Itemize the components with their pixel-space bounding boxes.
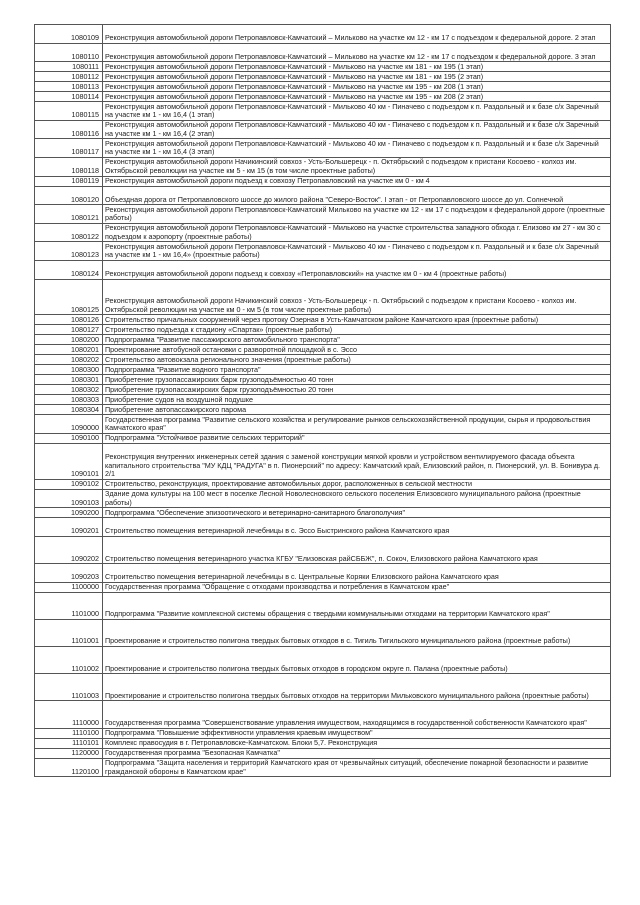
budget-code-sheet bbox=[34, 24, 611, 777]
row-description: Подпрограмма "Развитие пассажирского автомобильного транспорта" bbox=[103, 335, 611, 345]
row-code: 1080117 bbox=[35, 139, 103, 158]
row-description: Реконструкция автомобильной дороги Петропавловск-Камчатский – Мильково на участке км 12 - км 17 с подъездом к федеральной дороге. 3 этап bbox=[103, 43, 611, 62]
row-code: 1080111 bbox=[35, 62, 103, 72]
table-row bbox=[35, 385, 611, 395]
row-code: 1080126 bbox=[35, 315, 103, 325]
row-description: Подпрограмма "Повышение эффективности управления краевым имуществом" bbox=[103, 728, 611, 738]
row-description: Проектирование и строительство полигона твердых бытовых отходов в городском округе п. Палана (проектные работы) bbox=[103, 647, 611, 674]
row-code: 1110000 bbox=[35, 701, 103, 728]
row-code: 1101001 bbox=[35, 619, 103, 646]
table-row bbox=[35, 335, 611, 345]
table-row bbox=[35, 433, 611, 443]
row-code: 1080123 bbox=[35, 242, 103, 261]
row-description: Комплекс правосудия в г. Петропавловске-Камчатском. Блоки 5,7. Реконструкция bbox=[103, 738, 611, 748]
row-code: 1090201 bbox=[35, 518, 103, 537]
table-row bbox=[35, 701, 611, 728]
table-row bbox=[35, 92, 611, 102]
row-code: 1090103 bbox=[35, 489, 103, 508]
table-row bbox=[35, 619, 611, 646]
row-code: 1080121 bbox=[35, 205, 103, 224]
table-row bbox=[35, 82, 611, 92]
row-description: Реконструкция автомобильной дороги Петропавловск-Камчатский - Мильково на участке км 195 - км 208 (1 этап) bbox=[103, 82, 611, 92]
row-code: 1080114 bbox=[35, 92, 103, 102]
table-row bbox=[35, 176, 611, 186]
row-description: Строительство помещения ветеринарной лечебницы в с. Эссо Быстринского района Камчатского края bbox=[103, 518, 611, 537]
row-code: 1110101 bbox=[35, 738, 103, 748]
table-row bbox=[35, 315, 611, 325]
row-description: Реконструкция автомобильной дороги Петропавловск-Камчатский - Мильково 40 км - Пиначево с подъездом к п. Раздольный и к базе с/х Заречный на участке км 1 - км 16,4 (2 этап) bbox=[103, 120, 611, 139]
row-code: 1110100 bbox=[35, 728, 103, 738]
row-code: 1080300 bbox=[35, 365, 103, 375]
row-code: 1090202 bbox=[35, 536, 103, 563]
table-row bbox=[35, 223, 611, 242]
row-description: Приобретение судов на воздушной подушке bbox=[103, 395, 611, 405]
table-row bbox=[35, 325, 611, 335]
row-description: Проектирование и строительство полигона твердых бытовых отходов на территории Мильковского муниципального района (проектные работы) bbox=[103, 674, 611, 701]
row-code: 1080120 bbox=[35, 186, 103, 205]
row-code: 1080127 bbox=[35, 325, 103, 335]
row-code: 1090102 bbox=[35, 479, 103, 489]
table-row bbox=[35, 564, 611, 583]
row-description: Реконструкция автомобильной дороги подъезд к совхозу «Петропавловский» на участке км 0 - км 4 (проектные работы) bbox=[103, 260, 611, 279]
row-code: 1080302 bbox=[35, 385, 103, 395]
row-code: 1080112 bbox=[35, 72, 103, 82]
table-row bbox=[35, 674, 611, 701]
table-row bbox=[35, 242, 611, 261]
table-row bbox=[35, 157, 611, 176]
row-description: Проектирование и строительство полигона твердых бытовых отходов в с. Тигиль Тигильского муниципального района (проектные работы) bbox=[103, 619, 611, 646]
row-description: Подпрограмма "Развитие водного транспорта" bbox=[103, 365, 611, 375]
row-code: 1080113 bbox=[35, 82, 103, 92]
table-row bbox=[35, 479, 611, 489]
row-code: 1120000 bbox=[35, 748, 103, 758]
table-body bbox=[35, 25, 611, 777]
table-row bbox=[35, 536, 611, 563]
row-code: 1120100 bbox=[35, 758, 103, 777]
table-row bbox=[35, 120, 611, 139]
row-description: Реконструкция автомобильной дороги Петропавловск-Камчатский - Мильково на участке км 181 - км 195 (2 этап) bbox=[103, 72, 611, 82]
row-code: 1080122 bbox=[35, 223, 103, 242]
row-description: Строительство помещения ветеринарного участка КГБУ "Елизовская райСББЖ", п. Сокоч, Елизовского района Камчатского края bbox=[103, 536, 611, 563]
table-row bbox=[35, 489, 611, 508]
row-description: Приобретение автопассажирского парома bbox=[103, 405, 611, 415]
row-description: Строительство подъезда к стадиону «Спартак» (проектные работы) bbox=[103, 325, 611, 335]
table-row bbox=[35, 43, 611, 62]
row-code: 1080116 bbox=[35, 120, 103, 139]
row-description: Реконструкция внутренних инженерных сетей здания с заменой конструкции мягкой кровли и устройством вентилируемого фасада объекта капитального строительства "МУ КДЦ "РАДУГА" в п. Пионерский" по адресу: Камчатский край, Елизовский район, п. Пионерский, ул. В. Бонивура д. 2/1 bbox=[103, 443, 611, 479]
row-description: Приобретение грузопассажирских барж грузоподъёмностью 40 тонн bbox=[103, 375, 611, 385]
row-description: Подпрограмма "Устойчивое развитие сельских территорий" bbox=[103, 433, 611, 443]
table-row bbox=[35, 738, 611, 748]
row-description: Государственная программа "Совершенствование управления имуществом, находящимся в государственной собственности Камчатского края" bbox=[103, 701, 611, 728]
table-row bbox=[35, 508, 611, 518]
table-row bbox=[35, 518, 611, 537]
row-code: 1100000 bbox=[35, 582, 103, 592]
table-row bbox=[35, 758, 611, 777]
row-description: Реконструкция автомобильной дороги Петропавловск-Камчатский – Мильково на участке км 12 - км 17 с подъездом к федеральной дороге. 2 этап bbox=[103, 25, 611, 44]
table-row bbox=[35, 355, 611, 365]
table-row bbox=[35, 592, 611, 619]
row-code: 1080110 bbox=[35, 43, 103, 62]
row-description: Реконструкция автомобильной дороги подъезд к совхозу Петропавловский на участке км 0 - км 4 bbox=[103, 176, 611, 186]
table-row bbox=[35, 405, 611, 415]
table-row bbox=[35, 728, 611, 738]
row-description: Государственная программа "Обращение с отходами производства и потребления в Камчатском крае" bbox=[103, 582, 611, 592]
table-row bbox=[35, 62, 611, 72]
table-row bbox=[35, 365, 611, 375]
row-description: Строительство, реконструкция, проектирование автомобильных дорог, расположенных в сельской местности bbox=[103, 479, 611, 489]
table-row bbox=[35, 375, 611, 385]
table-row bbox=[35, 260, 611, 279]
row-code: 1080118 bbox=[35, 157, 103, 176]
row-description: Подпрограмма "Обеспечение эпизоотического и ветеринарно-санитарного благополучия" bbox=[103, 508, 611, 518]
table-row bbox=[35, 72, 611, 82]
budget-code-table bbox=[34, 24, 611, 777]
row-code: 1080119 bbox=[35, 176, 103, 186]
row-code: 1080201 bbox=[35, 345, 103, 355]
row-code: 1090000 bbox=[35, 415, 103, 434]
row-code: 1090203 bbox=[35, 564, 103, 583]
table-row bbox=[35, 395, 611, 405]
row-code: 1090200 bbox=[35, 508, 103, 518]
row-code: 1080301 bbox=[35, 375, 103, 385]
row-description: Проектирование автобусной остановки с разворотной площадкой в с. Эссо bbox=[103, 345, 611, 355]
table-row bbox=[35, 748, 611, 758]
row-description: Объездная дорога от Петропавловского шоссе до жилого района "Северо-Восток". I этап - от Петропавловского шоссе до ул. Солнечной bbox=[103, 186, 611, 205]
table-row bbox=[35, 25, 611, 44]
row-description: Реконструкция автомобильной дороги Петропавловск-Камчатский - Мильково на участке строительства западного обхода г. Елизово км 27 - км 30 с подъездом к аэропорту (проектные работы) bbox=[103, 223, 611, 242]
row-description: Подпрограмма "Развитие комплексной системы обращения с твердыми коммунальными отходами на территории Камчатского края" bbox=[103, 592, 611, 619]
row-code: 1101003 bbox=[35, 674, 103, 701]
row-description: Приобретение грузопассажирских барж грузоподъёмностью 20 тонн bbox=[103, 385, 611, 395]
row-description: Строительство причальных сооружений через протоку Озерная в Усть-Камчатском районе Камчатского края (проектные работы) bbox=[103, 315, 611, 325]
row-description: Государственная программа "Развитие сельского хозяйства и регулирование рынков сельскохозяйственной продукции, сырья и продовольствия Камчатского края" bbox=[103, 415, 611, 434]
row-code: 1080202 bbox=[35, 355, 103, 365]
row-description: Строительство автовокзала регионального значения (проектные работы) bbox=[103, 355, 611, 365]
table-row bbox=[35, 102, 611, 121]
row-code: 1090101 bbox=[35, 443, 103, 479]
table-row bbox=[35, 345, 611, 355]
row-code: 1080303 bbox=[35, 395, 103, 405]
table-row bbox=[35, 186, 611, 205]
table-row bbox=[35, 582, 611, 592]
row-description: Реконструкция автомобильной дороги Начикинский совхоз - Усть-Большерецк - п. Октябрьский с подъездом к пристани Косоево - колхоз им. Октябрьской революции на участке км 5 - км 15 (в том числе проектные работы) bbox=[103, 157, 611, 176]
row-description: Реконструкция автомобильной дороги Петропавловск-Камчатский Мильково на участке км 12 - км 17 с подъездом к федеральной дороге (проектные работы) bbox=[103, 205, 611, 224]
row-code: 1080109 bbox=[35, 25, 103, 44]
row-code: 1080124 bbox=[35, 260, 103, 279]
row-code: 1080304 bbox=[35, 405, 103, 415]
row-code: 1080200 bbox=[35, 335, 103, 345]
table-row bbox=[35, 443, 611, 479]
table-row bbox=[35, 205, 611, 224]
row-code: 1080115 bbox=[35, 102, 103, 121]
row-description: Реконструкция автомобильной дороги Петропавловск-Камчатский - Мильково 40 км - Пиначево с подъездом к п. Раздольный и к базе с/х Заречный на участке км 1 - км 16,4 (1 этап) bbox=[103, 102, 611, 121]
row-description: Здание дома культуры на 100 мест в поселке Лесной Новолесновского сельского поселения Елизовского муниципального района (проектные работы) bbox=[103, 489, 611, 508]
row-description: Государственная программа "Безопасная Камчатка" bbox=[103, 748, 611, 758]
row-code: 1101002 bbox=[35, 647, 103, 674]
row-code: 1080125 bbox=[35, 279, 103, 315]
table-row bbox=[35, 139, 611, 158]
row-description: Реконструкция автомобильной дороги Начикинский совхоз - Усть-Большерецк - п. Октябрьский с подъездом к пристани Косоево - колхоз им. Октябрьской революции на участке км 0 - км 5 (в том числе проектные работы) bbox=[103, 279, 611, 315]
row-code: 1090100 bbox=[35, 433, 103, 443]
table-row bbox=[35, 279, 611, 315]
row-description: Подпрограмма "Защита населения и территорий Камчатского края от чрезвычайных ситуаций, обеспечение пожарной безопасности и развитие гражданской обороны в Камчатском крае" bbox=[103, 758, 611, 777]
row-code: 1101000 bbox=[35, 592, 103, 619]
row-description: Строительство помещения ветеринарной лечебницы в с. Центральные Коряки Елизовского района Камчатского края bbox=[103, 564, 611, 583]
row-description: Реконструкция автомобильной дороги Петропавловск-Камчатский - Мильково 40 км - Пиначево с подъездом к п. Раздольный и к базе с/х Заречный на участке км 1 - км 16,4» (проектные работы) bbox=[103, 242, 611, 261]
row-description: Реконструкция автомобильной дороги Петропавловск-Камчатский - Мильково на участке км 181 - км 195 (1 этап) bbox=[103, 62, 611, 72]
table-row bbox=[35, 415, 611, 434]
table-row bbox=[35, 647, 611, 674]
row-description: Реконструкция автомобильной дороги Петропавловск-Камчатский - Мильково 40 км - Пиначево с подъездом к п. Раздольный и к базе с/х Заречный на участке км 1 - км 16,4 (3 этап) bbox=[103, 139, 611, 158]
row-description: Реконструкция автомобильной дороги Петропавловск-Камчатский - Мильково на участке км 195 - км 208 (2 этап) bbox=[103, 92, 611, 102]
